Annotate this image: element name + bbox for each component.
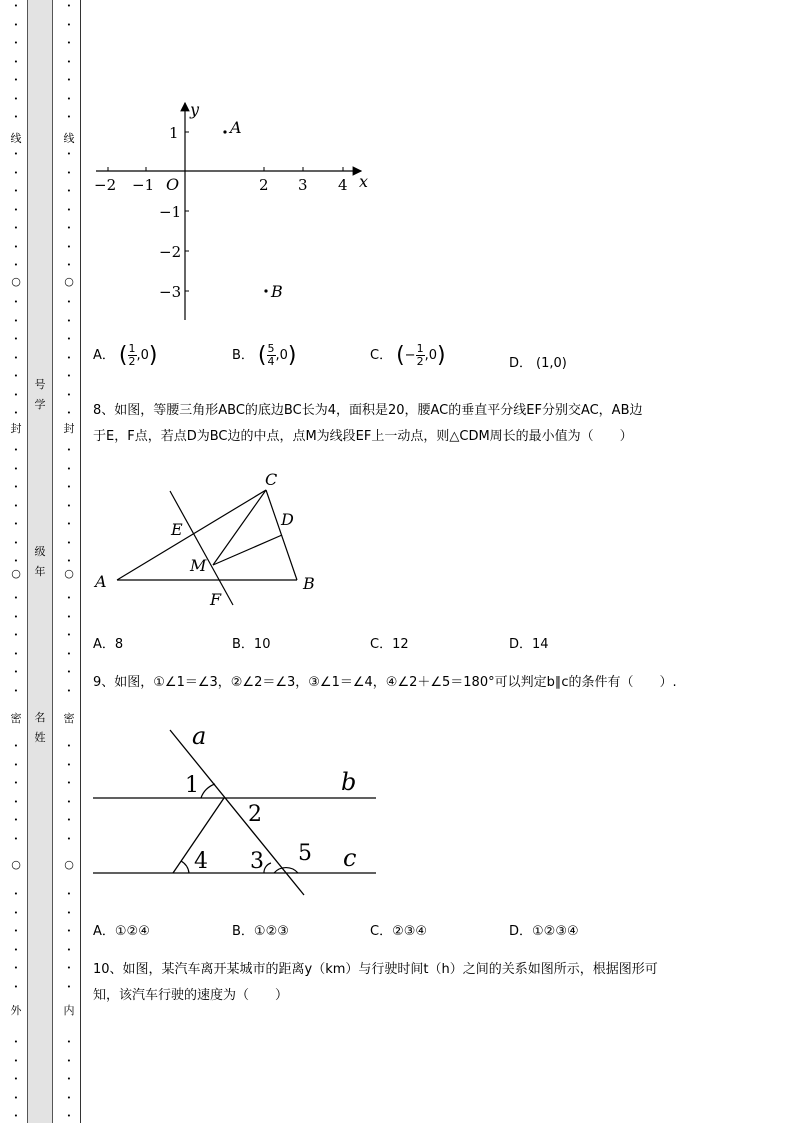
q8-option-a[interactable]: A．8 [93,637,124,652]
band-char-hao: 号 [34,378,46,391]
q8-stem-line1: 8、如图，等腰三角形ABC的底边BC长为4，面积是20，腰AC的垂直平分线EF分别交AC，AB边 [93,403,643,418]
margin-dot: • [13,1038,19,1046]
vertex-b-label: B [303,574,315,593]
margin-dot: • [66,113,72,121]
margin-dot: • [13,779,19,787]
margin-dot: • [66,372,72,380]
margin-label: 线 [63,132,75,145]
margin-border-line [80,0,81,1123]
point-f-label: F [210,590,222,609]
q8-option-c[interactable]: C．12 [370,637,409,652]
margin-label: 外 [10,1004,22,1017]
margin-dot: • [13,816,19,824]
margin-dot: • [13,372,19,380]
margin-dot: • [66,631,72,639]
exam-content [93,0,783,1123]
x-tick-label: 2 [259,176,269,194]
q7-option-c[interactable]: C． (− $\frac{1}{2}$ ,0) [370,342,446,368]
margin-dot: • [13,168,19,177]
point-m-label: M [190,556,207,575]
margin-dot: • [66,353,72,362]
margin-dot: • [66,335,72,343]
margin-dot: • [13,501,19,510]
margin-dot: • [13,594,19,602]
x-tick-label: −1 [132,176,155,194]
margin-dot: • [13,686,19,695]
margin-dot: • [13,57,19,66]
margin-dot: • [66,612,72,621]
q10-stem-line2: 知，该汽车行驶的速度为（ ） [93,988,289,1003]
margin-label: 内 [63,1004,75,1017]
margin-dot: • [13,298,19,306]
margin-dot: • [13,446,19,454]
q8-triangle-figure [93,465,333,615]
fraction: $\frac{1}{2}$ [416,342,424,368]
margin-dot: • [13,1112,19,1120]
margin-dot: • [13,20,19,29]
margin-dot: • [66,927,72,935]
margin-dot: • [66,982,72,991]
margin-dot: • [66,168,72,177]
margin-dot: • [13,316,19,325]
margin-dot: • [66,150,72,158]
margin-dot: • [66,964,72,972]
point-b-label: B [271,282,283,301]
margin-dot: • [13,834,19,843]
margin-dot: • [66,520,72,528]
margin-label: 封 [10,422,22,435]
margin-dot: • [66,1056,72,1065]
band-char-ming: 名 [34,711,46,724]
margin-dot: • [13,1056,19,1065]
margin-dot: • [13,205,19,214]
margin-dot: • [66,409,72,417]
margin-dot: • [66,261,72,269]
q7-coordinate-figure [93,95,383,330]
margin-dot: • [13,908,19,917]
margin-label: ○ [64,275,74,288]
q9-option-a[interactable]: A．①②④ [93,924,150,939]
margin-dot: • [66,298,72,306]
margin-label: 密 [10,712,22,725]
margin-dot: • [66,57,72,66]
line-a-label: a [192,722,207,750]
point-b-dot [264,289,267,292]
q7-option-d[interactable]: D． (1,0) [509,356,567,371]
band-char-xing: 姓 [34,731,46,744]
margin-dot: • [66,1075,72,1083]
point-e-label: E [171,520,183,539]
margin-dot: • [66,2,72,10]
margin-label: 封 [63,422,75,435]
margin-dot: • [66,557,72,565]
margin-dot: • [66,945,72,954]
margin-dot: • [13,890,19,898]
margin-dot: • [66,686,72,695]
student-info-band [27,0,53,1123]
margin-dot: • [13,390,19,399]
margin-dot: • [13,945,19,954]
margin-dot: • [66,742,72,750]
vertex-c-label: C [265,470,278,489]
y-tick-label: 1 [169,124,179,142]
margin-dot: • [66,20,72,29]
margin-dot: • [13,261,19,269]
margin-dot: • [13,113,19,121]
line-b-label: b [341,768,357,796]
margin-dot: • [66,1038,72,1046]
point-d-label: D [281,510,294,529]
q8-stem-line2: 于E，F点，若点D为BC边的中点，点M为线段EF上一动点，则△CDM周长的最小值为（ ） [93,429,633,444]
q7-option-b[interactable]: B． ( $\frac{5}{4}$ ,0) [232,342,297,368]
q10-stem-line1: 10、如图，某汽车离开某城市的距离y（km）与行驶时间t（h）之间的关系如图所示，根据图形可 [93,962,658,977]
margin-dot: • [66,649,72,658]
margin-dot: • [13,760,19,769]
margin-label: ○ [64,858,74,871]
origin-label: O [166,175,180,194]
margin-dot: • [13,464,19,473]
y-tick-label: −1 [159,203,182,221]
line-c-label: c [343,844,357,872]
margin-dot: • [13,538,19,547]
q8-option-b[interactable]: B．10 [232,637,271,652]
x-tick-label: 4 [338,176,348,194]
vertex-a-label: A [95,572,107,591]
margin-dot: • [13,742,19,750]
fraction: $\frac{1}{2}$ [128,342,136,368]
margin-dot: • [66,464,72,473]
margin-dot: • [13,557,19,565]
point-a-label: A [230,118,242,137]
band-char-ji: 级 [34,545,46,558]
margin-dot: • [13,483,19,491]
margin-dot: • [66,1112,72,1120]
margin-dot: • [66,779,72,787]
margin-label: ○ [11,567,21,580]
q9-parallel-lines-figure [93,718,383,898]
margin-dot: • [66,76,72,84]
margin-dot: • [66,668,72,676]
margin-label: ○ [11,275,21,288]
margin-dot: • [66,594,72,602]
x-tick-label: −2 [94,176,117,194]
x-tick-label: 3 [298,176,308,194]
margin-dot: • [66,816,72,824]
margin-dot: • [13,94,19,103]
margin-label: 线 [10,132,22,145]
margin-dot: • [66,797,72,806]
margin-dot: • [13,335,19,343]
angle-1-label: 1 [185,773,199,798]
margin-dot: • [13,150,19,158]
q7-option-a[interactable]: A． ( $\frac{1}{2}$ ,0) [93,342,158,368]
margin-dot: • [13,668,19,676]
margin-dot: • [66,760,72,769]
margin-dot: • [13,649,19,658]
margin-dot: • [66,224,72,232]
q9-option-c[interactable]: C．②③④ [370,924,428,939]
margin-dot: • [13,224,19,232]
margin-dot: • [13,242,19,251]
angle-4-label: 4 [194,849,208,874]
margin-dot: • [66,242,72,251]
margin-dot: • [66,834,72,843]
band-char-xue: 学 [34,398,46,411]
q8-option-d[interactable]: D．14 [509,637,549,652]
margin-dot: • [66,316,72,325]
margin-dot: • [66,205,72,214]
margin-dot: • [66,538,72,547]
angle-2-label: 2 [248,802,262,827]
margin-dot: • [66,446,72,454]
margin-dot: • [13,631,19,639]
margin-dot: • [13,520,19,528]
angle-3-label: 3 [250,849,264,874]
margin-dot: • [66,187,72,195]
margin-dot: • [13,409,19,417]
q9-option-b[interactable]: B．①②③ [232,924,289,939]
point-a-dot [223,130,226,133]
y-tick-label: −3 [159,283,182,301]
left-dotted-line [9,0,23,1123]
x-axis-label: x [359,172,369,191]
margin-dot: • [66,39,72,47]
margin-dot: • [66,890,72,898]
margin-dot: • [66,483,72,491]
y-tick-label: −2 [159,243,182,261]
margin-dot: • [13,76,19,84]
margin-dot: • [66,94,72,103]
fraction: $\frac{5}{4}$ [267,342,275,368]
margin-dot: • [13,187,19,195]
margin-dot: • [13,964,19,972]
band-char-nian: 年 [34,565,46,578]
binding-margin [0,0,82,1123]
margin-dot: • [66,908,72,917]
q9-option-d[interactable]: D．①②③④ [509,924,579,939]
margin-dot: • [13,927,19,935]
margin-label: ○ [64,567,74,580]
margin-label: ○ [11,858,21,871]
margin-dot: • [13,612,19,621]
angle-5-label: 5 [298,841,312,866]
q9-stem-line1: 9、如图，①∠1＝∠3，②∠2＝∠3，③∠1＝∠4，④∠2＋∠5＝180°可以判定b∥c的条件有（ ）. [93,675,677,690]
y-axis-label: y [190,100,200,119]
right-dotted-line [62,0,76,1123]
margin-dot: • [13,353,19,362]
margin-dot: • [66,390,72,399]
margin-dot: • [13,1093,19,1102]
margin-dot: • [66,501,72,510]
margin-dot: • [13,1075,19,1083]
margin-dot: • [66,1093,72,1102]
margin-label: 密 [63,712,75,725]
margin-dot: • [13,2,19,10]
margin-dot: • [13,982,19,991]
margin-dot: • [13,39,19,47]
margin-dot: • [13,797,19,806]
